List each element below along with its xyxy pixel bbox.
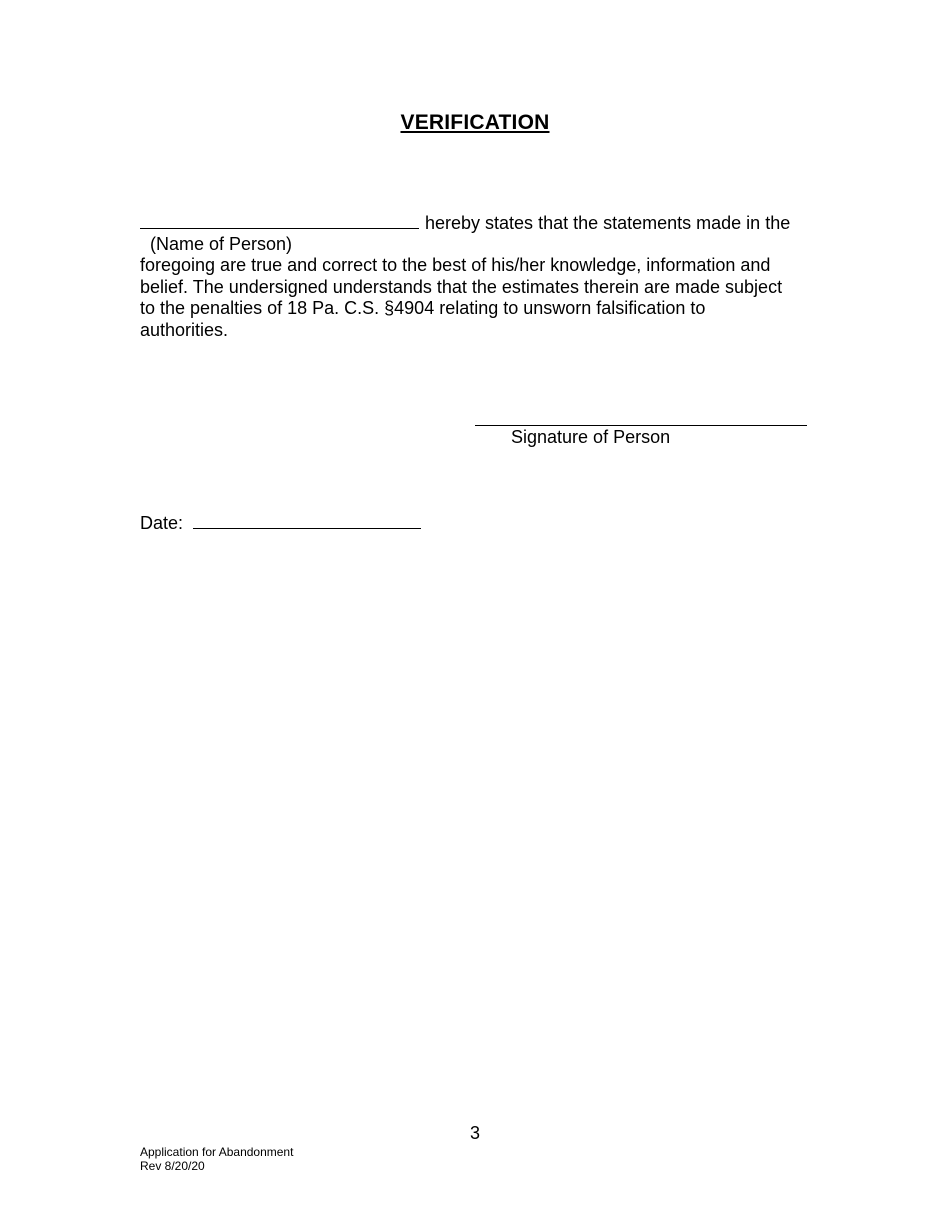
page-title: VERIFICATION (400, 111, 550, 134)
statement-body: foregoing are true and correct to the best of his/her knowledge, information and belief. The undersigned understands that the estimates therein are made subject to the penalties of 18 Pa. C.S. §4904 relating to unsworn falsification to authorities. (140, 255, 783, 340)
statement-first-line (140, 211, 790, 234)
date-row (140, 511, 421, 534)
name-of-person-field[interactable] (140, 211, 419, 229)
signature-caption: Signature of Person (511, 427, 671, 447)
footer-revision: Rev 8/20/20 (140, 1159, 205, 1173)
date-field[interactable] (193, 511, 421, 529)
date-label: Date: (140, 513, 184, 533)
name-of-person-caption: (Name of Person) (150, 234, 293, 254)
footer-form-name: Application for Abandonment (140, 1145, 294, 1159)
page-number: 3 (469, 1123, 480, 1143)
statement-lead-text: hereby states that the statements made in the (425, 213, 791, 233)
footer (140, 1145, 293, 1173)
